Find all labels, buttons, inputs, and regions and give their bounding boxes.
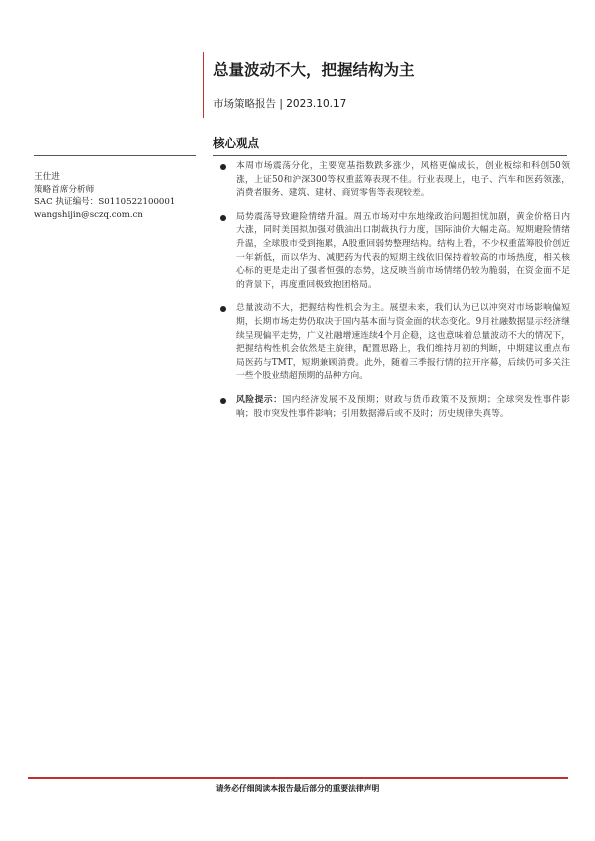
risk-warning-text: 国内经济发展不及预期；财政与货币政策不及预期；全球突发性事件影响；股市突发性事件影响；引用数据滞后或不及时；历史规律失真等。 xyxy=(236,394,570,419)
key-point-1 xyxy=(220,160,570,201)
risk-warning xyxy=(220,394,570,421)
section-divider xyxy=(213,155,567,156)
report-subtitle: 市场策略报告 | 2023.10.17 xyxy=(213,98,347,110)
key-point-2 xyxy=(220,211,570,293)
bullet-dot-icon xyxy=(220,398,226,404)
header-accent-line xyxy=(203,52,204,118)
footer-divider xyxy=(28,777,568,779)
bullet-dot-icon xyxy=(220,215,226,221)
author-name: 王仕进 xyxy=(34,172,60,182)
bullet-dot-icon xyxy=(220,164,226,170)
key-point-text: 局势震荡导致避险情绪升温。周五市场对中东地缘政治问题担忧加剧，黄金价格日内大涨，同时美国拟加强对俄油出口制裁执行力度，国际油价大幅走高。短期避险情绪升温，全球股市受到拖累，A股重回弱势整理结构。结构上看，不少权重蓝筹股价创近一年新低，而以华为、减肥药为代表的短期主线依旧保持着较高的市场热度，相关核心标的更是走出了强者恒强的态势，这反映当前市场情绪仍较为脆弱，在资金面不足的背景下，再度重回极致抱团格局。 xyxy=(236,211,570,290)
key-point-text: 总量波动不大，把握结构性机会为主。展望未来，我们认为已以冲突对市场影响偏短期，长期市场走势仍取决于国内基本面与资金面的状态变化。9月社融数据显示经济继续呈现偏平走势，广义社融增速连续4个月企稳，这也意味着总量波动不大的情况下，把握结构性机会依然是主旋律，配置思路上，我们维持月初的判断，中期建议重点布局医药与TMT，短期兼顾消费。此外，随着三季报行情的拉开序幕，后续仍可多关注一些个股业绩超预期的品种方向。 xyxy=(236,303,570,382)
author-info xyxy=(34,171,202,221)
author-role: 策略首席分析师 xyxy=(34,184,95,195)
key-point-3 xyxy=(220,302,570,384)
risk-warning-label: 风险提示： xyxy=(236,394,283,405)
key-point-text: 本周市场震荡分化，主要宽基指数跌多涨少，风格更偏成长，创业板综和科创50领涨，上证50和沪深300等权重蓝筹表现不佳。行业表现上，电子、汽车和医药领涨，消费者服务、建筑、建材、商贸零售等表现较差。 xyxy=(236,161,570,199)
author-sac-number: SAC 执证编号：S0110522100001 xyxy=(34,197,176,207)
key-points-list xyxy=(220,160,570,431)
author-divider xyxy=(34,155,196,156)
footer-disclaimer: 请务必仔细阅读本报告最后部分的重要法律声明 xyxy=(215,784,380,793)
report-title: 总量波动不大，把握结构为主 xyxy=(213,61,415,79)
section-title: 核心观点 xyxy=(213,136,259,150)
author-email[interactable]: wangshijin@sczq.com.cn xyxy=(34,209,143,220)
bullet-dot-icon xyxy=(220,306,226,312)
